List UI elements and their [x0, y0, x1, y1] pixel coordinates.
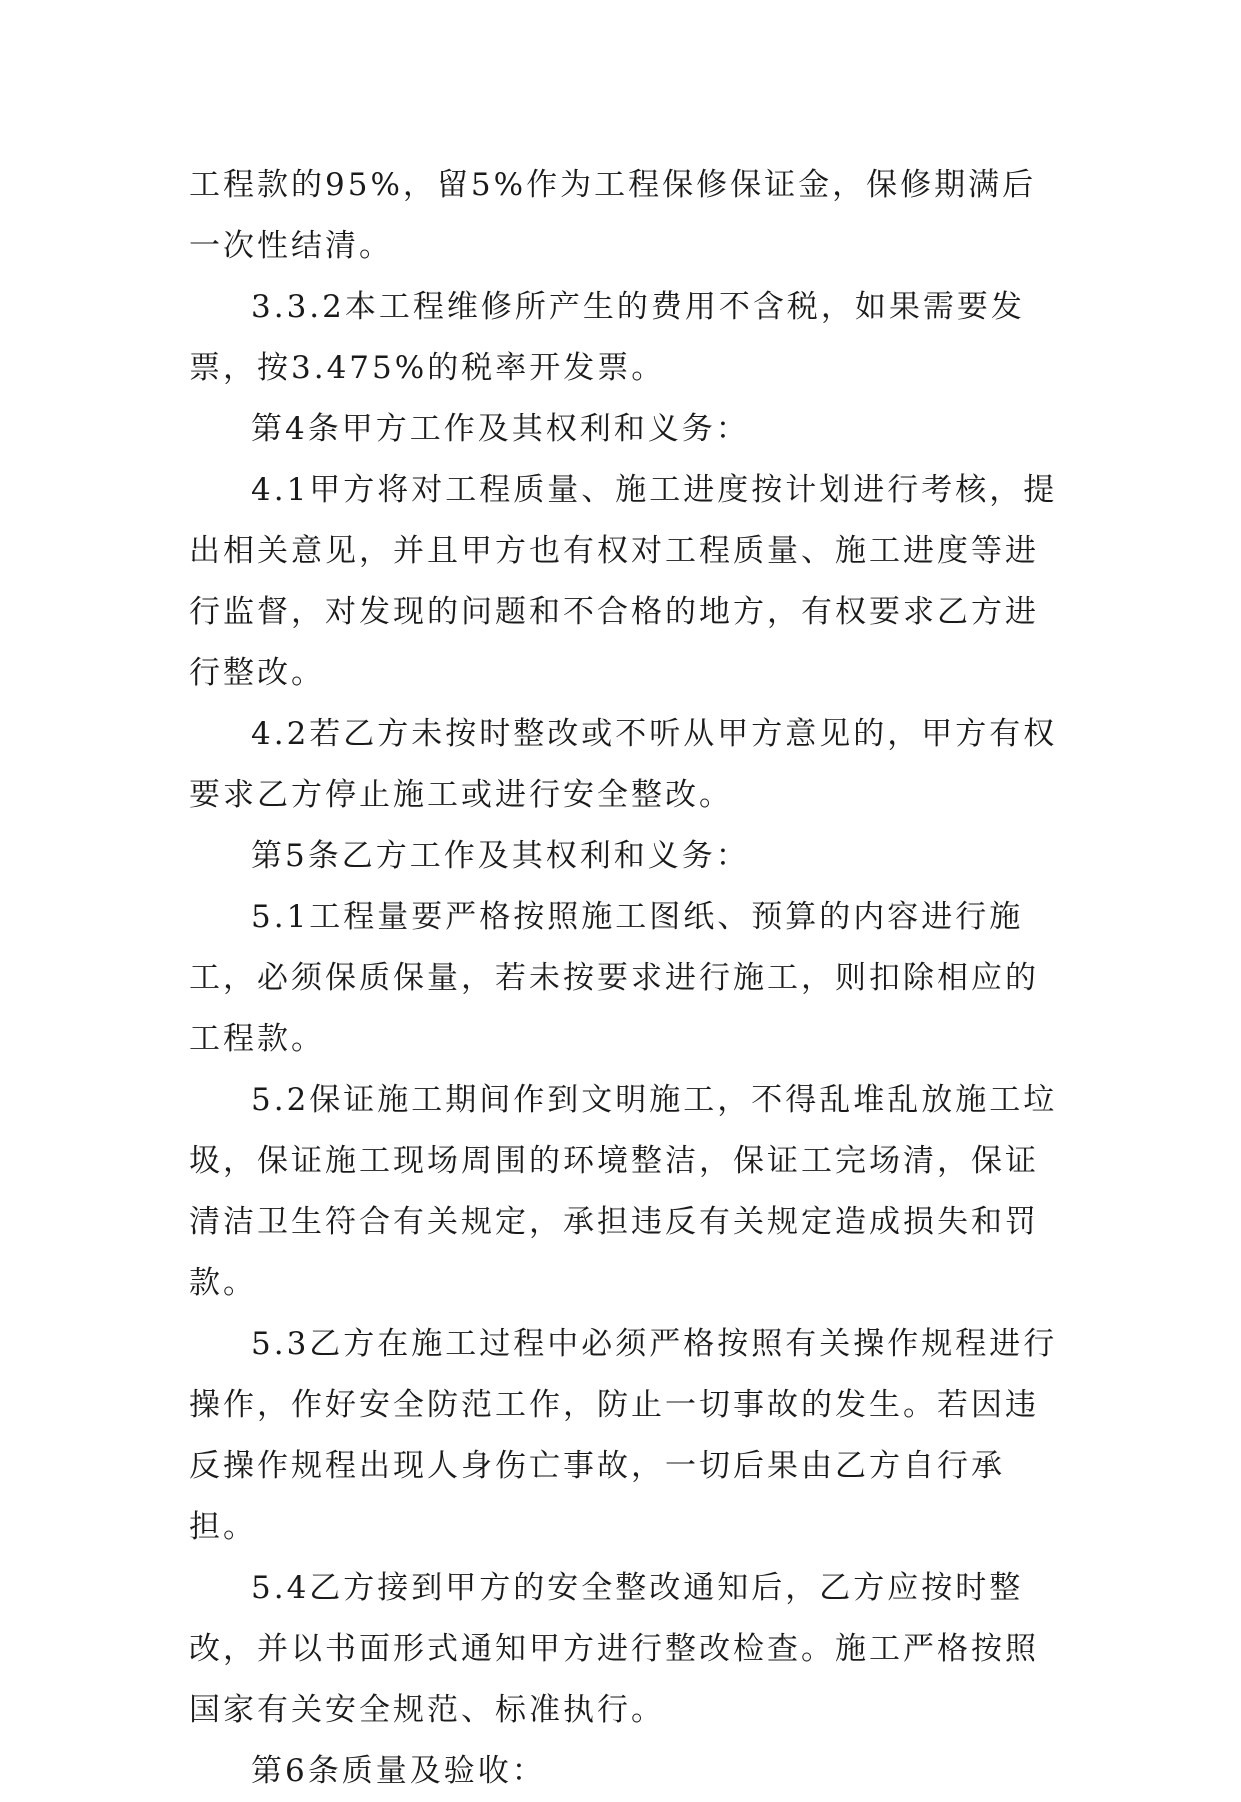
paragraph-4-1: 4.1甲方将对工程质量、施工进度按计划进行考核，提出相关意见，并且甲方也有权对工程质量、施工进度等进行监督，对发现的问题和不合格的地方，有权要求乙方进行整改。	[189, 472, 1058, 691]
document-body	[189, 155, 1069, 1802]
paragraph-5-1: 5.1工程量要严格按照施工图纸、预算的内容进行施工，必须保质保量，若未按要求进行施工，则扣除相应的工程款。	[189, 899, 1039, 1057]
paragraph-3-3-2-tax: 3.3.2本工程维修所产生的费用不含税，如果需要发票，按3.475%的税率开发票。	[189, 289, 1025, 386]
paragraph-5-3: 5.3乙方在施工过程中必须严格按照有关操作规程进行操作，作好安全防范工作，防止一切事故的发生。若因违反操作规程出现人身伤亡事故，一切后果由乙方自行承担。	[189, 1326, 1058, 1545]
paragraph-5-4: 5.4乙方接到甲方的安全整改通知后，乙方应按时整改，并以书面形式通知甲方进行整改检查。施工严格按照国家有关安全规范、标准执行。	[189, 1570, 1039, 1728]
paragraph-retention-payment: 工程款的95%，留5%作为工程保修保证金，保修期满后一次性结清。	[189, 167, 1037, 264]
heading-article-6: 第6条质量及验收：	[251, 1753, 546, 1789]
heading-article-5: 第5条乙方工作及其权利和义务：	[251, 838, 750, 874]
paragraph-5-2: 5.2保证施工期间作到文明施工，不得乱堆乱放施工垃圾，保证施工现场周围的环境整洁，保证工完场清，保证清洁卫生符合有关规定，承担违反有关规定造成损失和罚款。	[189, 1082, 1058, 1301]
paragraph-4-2: 4.2若乙方未按时整改或不听从甲方意见的，甲方有权要求乙方停止施工或进行安全整改。	[189, 716, 1058, 813]
heading-article-4: 第4条甲方工作及其权利和义务：	[251, 411, 750, 447]
